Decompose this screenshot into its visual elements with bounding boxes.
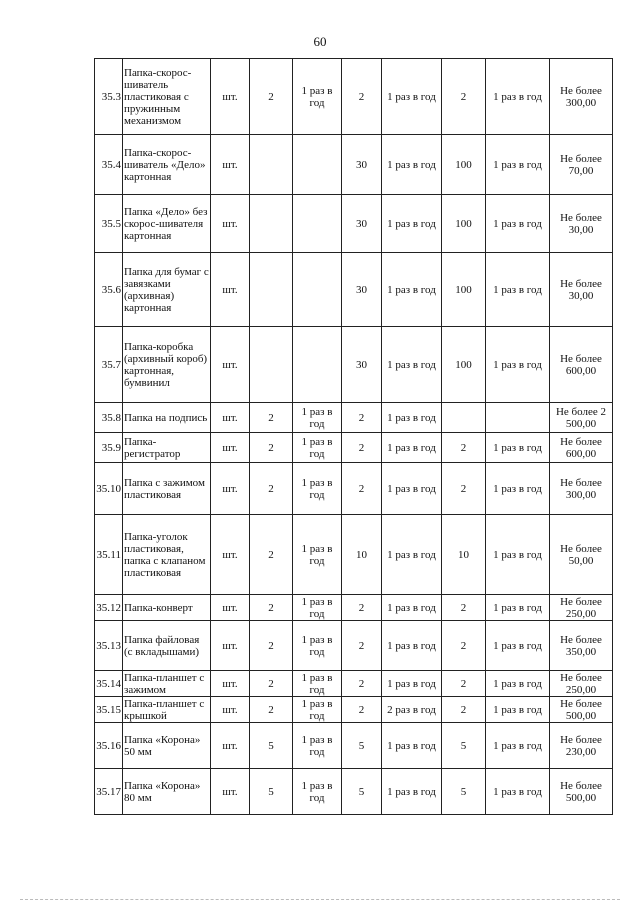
table-row xyxy=(95,433,613,463)
frequency-cell-2: 1 раз в год xyxy=(382,253,442,327)
quantity-cell-2: 2 xyxy=(342,59,382,135)
quantity-cell-2: 2 xyxy=(342,403,382,433)
price-cell: Не более 50,00 xyxy=(550,515,613,595)
row-number-cell: 35.16 xyxy=(95,723,123,769)
price-cell: Не более 300,00 xyxy=(550,463,613,515)
quantity-cell-2: 30 xyxy=(342,253,382,327)
frequency-cell-2: 1 раз в год xyxy=(382,515,442,595)
table-row xyxy=(95,253,613,327)
unit-cell: шт. xyxy=(211,463,250,515)
quantity-cell-3: 100 xyxy=(442,195,486,253)
frequency-cell-1: 1 раз в год xyxy=(293,59,342,135)
row-number-cell: 35.12 xyxy=(95,595,123,621)
item-name-cell: Папка с зажимом пластиковая xyxy=(123,463,211,515)
quantity-cell-3: 2 xyxy=(442,671,486,697)
quantity-cell-1: 2 xyxy=(250,463,293,515)
row-number-cell: 35.17 xyxy=(95,769,123,815)
frequency-cell-3: 1 раз в год xyxy=(486,769,550,815)
table-row xyxy=(95,595,613,621)
frequency-cell-2: 1 раз в год xyxy=(382,327,442,403)
frequency-cell-2: 2 раз в год xyxy=(382,697,442,723)
frequency-cell-2: 1 раз в год xyxy=(382,135,442,195)
quantity-cell-2: 2 xyxy=(342,433,382,463)
frequency-cell-1: 1 раз в год xyxy=(293,621,342,671)
table-row xyxy=(95,621,613,671)
frequency-cell-3: 1 раз в год xyxy=(486,621,550,671)
item-name-cell: Папка-планшет с зажимом xyxy=(123,671,211,697)
frequency-cell-2: 1 раз в год xyxy=(382,723,442,769)
frequency-cell-3: 1 раз в год xyxy=(486,433,550,463)
table-row xyxy=(95,515,613,595)
row-number-cell: 35.9 xyxy=(95,433,123,463)
frequency-cell-1: 1 раз в год xyxy=(293,463,342,515)
quantity-cell-3: 5 xyxy=(442,723,486,769)
table-row xyxy=(95,59,613,135)
price-cell: Не более 230,00 xyxy=(550,723,613,769)
unit-cell: шт. xyxy=(211,253,250,327)
table-row xyxy=(95,135,613,195)
item-name-cell: Папка-регистратор xyxy=(123,433,211,463)
frequency-cell-3: 1 раз в год xyxy=(486,723,550,769)
norms-table xyxy=(94,58,613,815)
quantity-cell-2: 5 xyxy=(342,769,382,815)
frequency-cell-3: 1 раз в год xyxy=(486,135,550,195)
price-cell: Не более 250,00 xyxy=(550,671,613,697)
price-cell: Не более 30,00 xyxy=(550,195,613,253)
price-cell: Не более 30,00 xyxy=(550,253,613,327)
quantity-cell-1 xyxy=(250,135,293,195)
row-number-cell: 35.15 xyxy=(95,697,123,723)
table-row xyxy=(95,463,613,515)
page-number: 60 xyxy=(313,34,327,49)
quantity-cell-3: 2 xyxy=(442,595,486,621)
frequency-cell-2: 1 раз в год xyxy=(382,595,442,621)
unit-cell: шт. xyxy=(211,621,250,671)
quantity-cell-3: 10 xyxy=(442,515,486,595)
quantity-cell-2: 2 xyxy=(342,595,382,621)
table-row xyxy=(95,195,613,253)
quantity-cell-2: 30 xyxy=(342,327,382,403)
price-cell: Не более 2 500,00 xyxy=(550,403,613,433)
quantity-cell-1: 2 xyxy=(250,403,293,433)
row-number-cell: 35.10 xyxy=(95,463,123,515)
frequency-cell-3: 1 раз в год xyxy=(486,697,550,723)
quantity-cell-2: 5 xyxy=(342,723,382,769)
item-name-cell: Папка-конверт xyxy=(123,595,211,621)
item-name-cell: Папка-коробка (архивный короб) картонная, бумвинил xyxy=(123,327,211,403)
unit-cell: шт. xyxy=(211,59,250,135)
item-name-cell: Папка-уголок пластиковая, папка с клапаном пластиковая xyxy=(123,515,211,595)
price-cell: Не более 600,00 xyxy=(550,433,613,463)
unit-cell: шт. xyxy=(211,135,250,195)
frequency-cell-3: 1 раз в год xyxy=(486,463,550,515)
table-row xyxy=(95,723,613,769)
row-number-cell: 35.5 xyxy=(95,195,123,253)
table-row xyxy=(95,769,613,815)
quantity-cell-3: 100 xyxy=(442,135,486,195)
frequency-cell-1: 1 раз в год xyxy=(293,671,342,697)
frequency-cell-1: 1 раз в год xyxy=(293,515,342,595)
quantity-cell-2: 2 xyxy=(342,671,382,697)
quantity-cell-3 xyxy=(442,403,486,433)
frequency-cell-3: 1 раз в год xyxy=(486,195,550,253)
frequency-cell-2: 1 раз в год xyxy=(382,671,442,697)
page-bottom-divider xyxy=(20,899,620,901)
unit-cell: шт. xyxy=(211,433,250,463)
quantity-cell-2: 30 xyxy=(342,195,382,253)
row-number-cell: 35.3 xyxy=(95,59,123,135)
unit-cell: шт. xyxy=(211,195,250,253)
item-name-cell: Папка «Дело» без скорос-шивателя картонная xyxy=(123,195,211,253)
frequency-cell-1 xyxy=(293,195,342,253)
quantity-cell-1 xyxy=(250,253,293,327)
item-name-cell: Папка на подпись xyxy=(123,403,211,433)
table-row xyxy=(95,671,613,697)
price-cell: Не более 250,00 xyxy=(550,595,613,621)
quantity-cell-2: 2 xyxy=(342,697,382,723)
frequency-cell-3: 1 раз в год xyxy=(486,59,550,135)
row-number-cell: 35.4 xyxy=(95,135,123,195)
frequency-cell-3: 1 раз в год xyxy=(486,327,550,403)
frequency-cell-1: 1 раз в год xyxy=(293,723,342,769)
price-cell: Не более 600,00 xyxy=(550,327,613,403)
quantity-cell-3: 100 xyxy=(442,253,486,327)
frequency-cell-2: 1 раз в год xyxy=(382,403,442,433)
table-row xyxy=(95,403,613,433)
row-number-cell: 35.13 xyxy=(95,621,123,671)
frequency-cell-3: 1 раз в год xyxy=(486,515,550,595)
price-cell: Не более 500,00 xyxy=(550,769,613,815)
item-name-cell: Папка «Корона» 50 мм xyxy=(123,723,211,769)
frequency-cell-2: 1 раз в год xyxy=(382,195,442,253)
quantity-cell-1: 2 xyxy=(250,621,293,671)
frequency-cell-1: 1 раз в год xyxy=(293,697,342,723)
price-cell: Не более 300,00 xyxy=(550,59,613,135)
item-name-cell: Папка-планшет с крышкой xyxy=(123,697,211,723)
quantity-cell-1: 2 xyxy=(250,697,293,723)
quantity-cell-2: 10 xyxy=(342,515,382,595)
frequency-cell-1: 1 раз в год xyxy=(293,403,342,433)
price-cell: Не более 70,00 xyxy=(550,135,613,195)
frequency-cell-1: 1 раз в год xyxy=(293,769,342,815)
item-name-cell: Папка-скорос-шиватель пластиковая с пружинным механизмом xyxy=(123,59,211,135)
quantity-cell-1: 2 xyxy=(250,595,293,621)
frequency-cell-1: 1 раз в год xyxy=(293,595,342,621)
frequency-cell-1 xyxy=(293,253,342,327)
item-name-cell: Папка для бумаг с завязками (архивная) картонная xyxy=(123,253,211,327)
frequency-cell-3: 1 раз в год xyxy=(486,671,550,697)
frequency-cell-2: 1 раз в год xyxy=(382,433,442,463)
frequency-cell-1 xyxy=(293,135,342,195)
row-number-cell: 35.6 xyxy=(95,253,123,327)
item-name-cell: Папка-скорос-шиватель «Дело» картонная xyxy=(123,135,211,195)
quantity-cell-3: 2 xyxy=(442,697,486,723)
frequency-cell-3: 1 раз в год xyxy=(486,253,550,327)
quantity-cell-3: 2 xyxy=(442,463,486,515)
price-cell: Не более 500,00 xyxy=(550,697,613,723)
quantity-cell-1: 2 xyxy=(250,515,293,595)
unit-cell: шт. xyxy=(211,671,250,697)
row-number-cell: 35.8 xyxy=(95,403,123,433)
frequency-cell-1: 1 раз в год xyxy=(293,433,342,463)
table-body xyxy=(95,59,613,815)
quantity-cell-1 xyxy=(250,195,293,253)
table-row xyxy=(95,697,613,723)
item-name-cell: Папка «Корона» 80 мм xyxy=(123,769,211,815)
quantity-cell-3: 100 xyxy=(442,327,486,403)
unit-cell: шт. xyxy=(211,595,250,621)
unit-cell: шт. xyxy=(211,515,250,595)
row-number-cell: 35.14 xyxy=(95,671,123,697)
price-cell: Не более 350,00 xyxy=(550,621,613,671)
quantity-cell-1: 2 xyxy=(250,433,293,463)
unit-cell: шт. xyxy=(211,327,250,403)
row-number-cell: 35.11 xyxy=(95,515,123,595)
frequency-cell-2: 1 раз в год xyxy=(382,463,442,515)
quantity-cell-3: 5 xyxy=(442,769,486,815)
frequency-cell-2: 1 раз в год xyxy=(382,621,442,671)
quantity-cell-2: 30 xyxy=(342,135,382,195)
frequency-cell-3 xyxy=(486,403,550,433)
frequency-cell-3: 1 раз в год xyxy=(486,595,550,621)
row-number-cell: 35.7 xyxy=(95,327,123,403)
quantity-cell-1: 5 xyxy=(250,723,293,769)
unit-cell: шт. xyxy=(211,723,250,769)
quantity-cell-2: 2 xyxy=(342,463,382,515)
quantity-cell-1: 2 xyxy=(250,671,293,697)
frequency-cell-2: 1 раз в год xyxy=(382,59,442,135)
unit-cell: шт. xyxy=(211,403,250,433)
quantity-cell-3: 2 xyxy=(442,621,486,671)
quantity-cell-1: 5 xyxy=(250,769,293,815)
unit-cell: шт. xyxy=(211,769,250,815)
item-name-cell: Папка файловая (с вкладышами) xyxy=(123,621,211,671)
quantity-cell-2: 2 xyxy=(342,621,382,671)
table-row xyxy=(95,327,613,403)
frequency-cell-2: 1 раз в год xyxy=(382,769,442,815)
quantity-cell-3: 2 xyxy=(442,59,486,135)
quantity-cell-3: 2 xyxy=(442,433,486,463)
quantity-cell-1 xyxy=(250,327,293,403)
quantity-cell-1: 2 xyxy=(250,59,293,135)
frequency-cell-1 xyxy=(293,327,342,403)
unit-cell: шт. xyxy=(211,697,250,723)
